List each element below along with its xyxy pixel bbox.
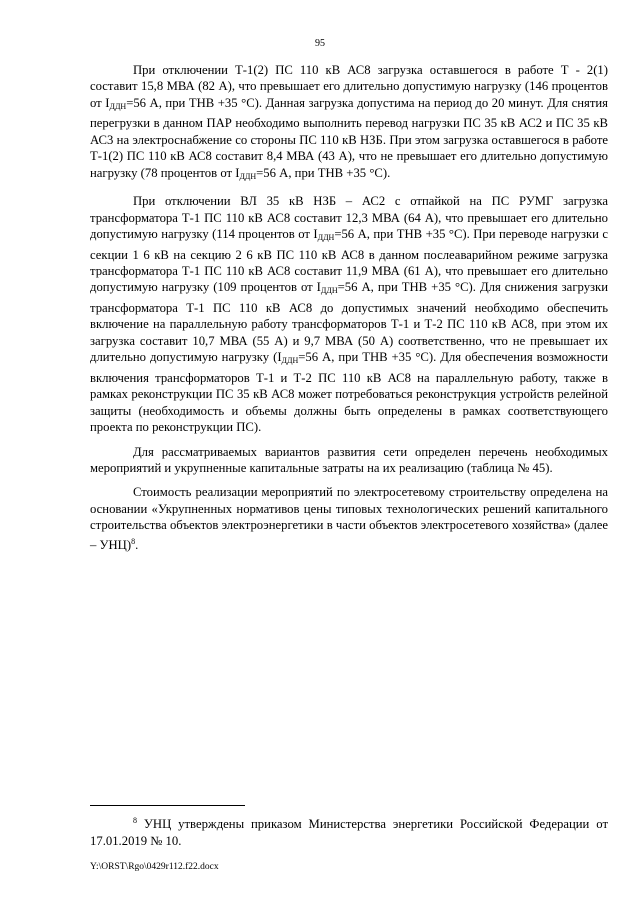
footnote-separator bbox=[90, 805, 245, 806]
footnote-reference: 8 bbox=[131, 536, 136, 546]
paragraph-text: . bbox=[135, 537, 139, 552]
paragraph bbox=[90, 444, 608, 477]
paragraph-text: =56 А, при ТНВ +35 °С). Для снижения загрузки трансформатора Т-1 ПС 110 кВ АС8 до допустимых значений необходимо обеспечить включение на параллельную работу трансформаторов Т-1 и Т-2 ПС 110 кВ АС8, при этом их загрузка составит 10,7 МВА (55 А) и 9,7 МВА (50 А) соответственно, что не превышает их длительно допустимую нагрузку (I bbox=[90, 280, 609, 365]
page-number: 95 bbox=[315, 38, 325, 49]
footnote-mark: 8 bbox=[133, 816, 137, 825]
subscript-text: ДДН bbox=[281, 356, 299, 366]
subscript-text: ДДН bbox=[317, 233, 335, 243]
subscript-text: ДДН bbox=[239, 171, 257, 181]
paragraph-text: =56 А, при ТНВ +35 °С). Для обеспечения возможности включения трансформаторов Т-1 и Т-2 ПС 110 кВ АС8 на параллельную работу, также в рамках реконструкции ПС 35 кВ АС8 может потребоваться реконструкция устройств релейной защиты (необходимость и объемы должны быть определены в рамках соответствующего проекта по реконструкции ПС). bbox=[90, 350, 608, 435]
paragraph-text: Стоимость реализации мероприятий по электросетевому строительству определена на основании «Укрупненных нормативов цены типовых технологических решений капитального строительства объектов электроэнергетики в части объектов электросетевого хозяйства» (далее – УНЦ) bbox=[90, 485, 608, 552]
document-body bbox=[90, 62, 608, 561]
paragraph-text: =56 А, при ТНВ +35 °С). Данная загрузка допустима на период до 20 минут. Для снятия перегрузки в данном ПАР необходимо выполнить перевод нагрузки ПС 35 кВ АС2 и ПС 35 кВ АС3 на электроснабжение со стороны ПС 110 кВ НЗБ. При этом загрузка оставшегося в работе Т-1(2) ПС 110 кВ АС8 составит 8,4 МВА (43 А), что не превышает его длительно допустимую нагрузку (78 процентов от I bbox=[90, 95, 608, 180]
subscript-text: ДДН bbox=[320, 286, 338, 296]
footnote-text: УНЦ утверждены приказом Министерства энергетики Российской Федерации от 17.01.2019 № 10. bbox=[90, 817, 608, 848]
paragraph bbox=[90, 484, 608, 553]
paragraph bbox=[90, 193, 608, 435]
paragraph-text: =56 А, при ТНВ +35 °С). bbox=[256, 165, 391, 180]
paragraph-text: =56 А, при ТНВ +35 °С). При переводе нагрузки с секции 1 6 кВ на секцию 2 6 кВ ПС 110 кВ АС8 в данном послеаварийном режиме загрузка трансформатора Т-1 ПС 110 кВ АС8 составит 11,9 МВА (61 А), что превышает его длительно допустимую нагрузку (109 процентов от I bbox=[90, 227, 608, 295]
paragraph-text: При отключении ВЛ 35 кВ НЗБ – АС2 с отпайкой на ПС РУМГ загрузка трансформатора Т-1 ПС 110 кВ АС8 составит 12,3 МВА (64 А), что превышает его длительно допустимую нагрузку (114 процентов от I bbox=[90, 194, 608, 242]
paragraph bbox=[90, 62, 608, 185]
paragraph-text: Для рассматриваемых вариантов развития сети определен перечень необходимых мероприятий и укрупненные капитальные затраты на их реализацию (таблица № 45). bbox=[90, 444, 608, 475]
footnote bbox=[90, 812, 608, 850]
paragraph-text: При отключении Т-1(2) ПС 110 кВ АС8 загрузка оставшегося в работе Т - 2(1) составит 15,8 МВА (82 А), что превышает его длительно допустимую нагрузку (146 процентов от I bbox=[90, 63, 608, 110]
subscript-text: ДДН bbox=[109, 101, 127, 111]
file-path: Y:\ORST\Rgo\0429r112.f22.docx bbox=[90, 862, 219, 872]
